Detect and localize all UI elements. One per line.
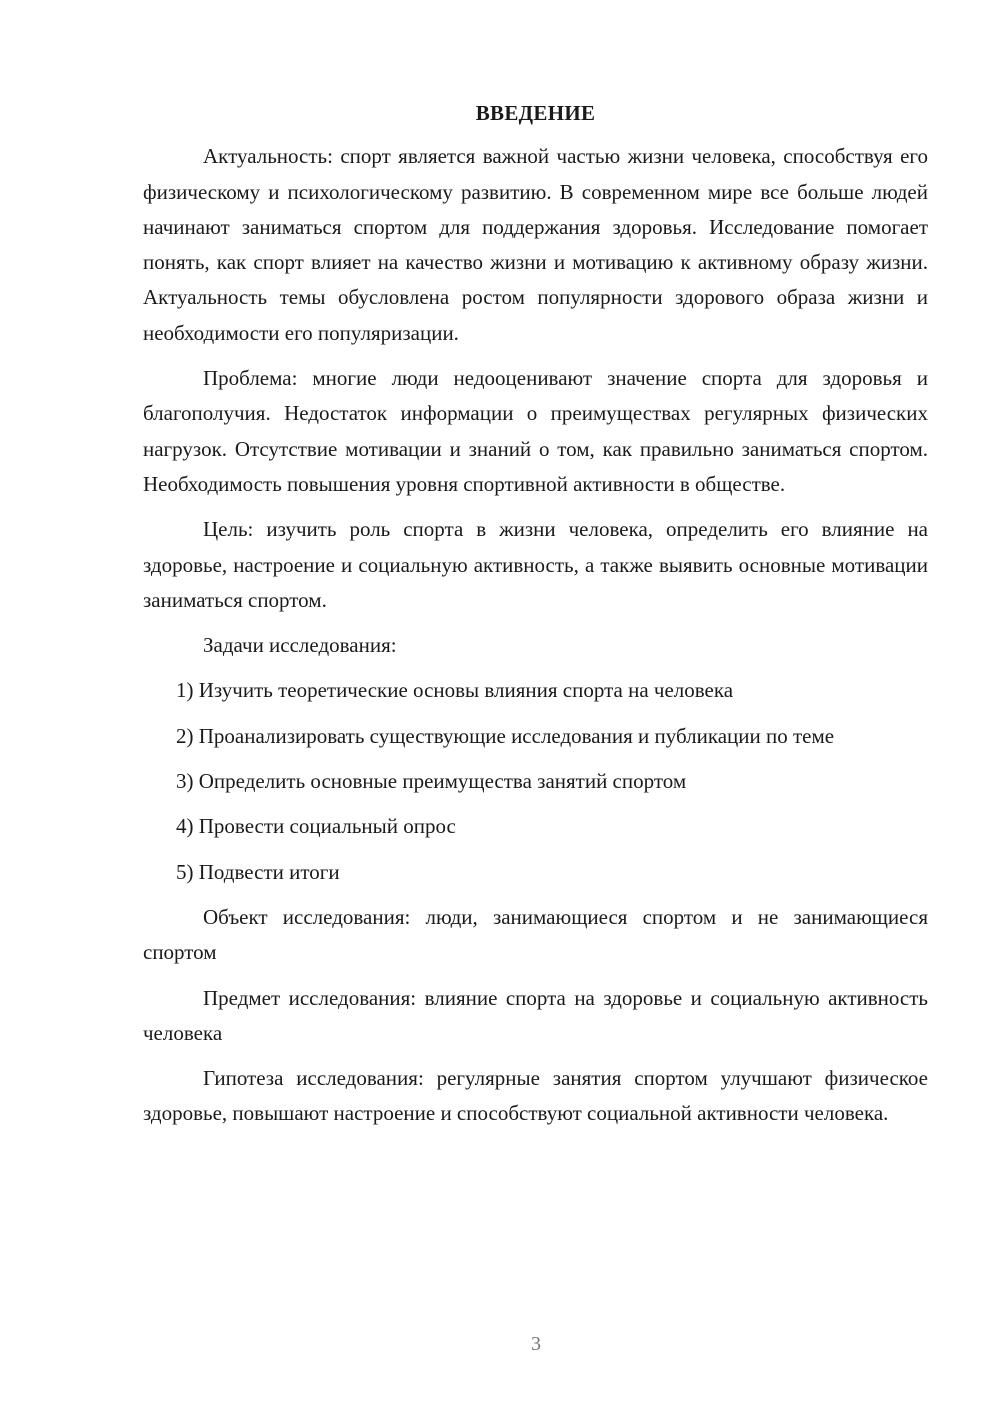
subject-paragraph: Предмет исследования: влияние спорта на здоровье и социальную активность человека — [143, 985, 928, 1045]
tasks-heading: Задачи исследования: — [203, 633, 397, 658]
goal-paragraph: Цель: изучить роль спорта в жизни человека, определить его влияние на здоровье, настроение и социальную активность, а также выявить основные мотивации заниматься спортом. — [143, 517, 928, 612]
relevance-paragraph: Актуальность: спорт является важной частью жизни человека, способствуя его физическому и психологическому развитию. В современном мире все больше людей начинают заниматься спортом для поддержания здоровья. Исследование помогает понять, как спорт влияет на качество жизни и мотивацию к активному образу жизни. Актуальность темы обусловлена ростом популярности здорового образа жизни и необходимости его популяризации. — [143, 144, 928, 345]
problem-paragraph: Проблема: многие люди недооценивают значение спорта для здоровья и благополучия. Недостаток информации о преимуществах регулярных физических нагрузок. Отсутствие мотивации и знаний о том, как правильно заниматься спортом. Необходимость повышения уровня спортивной активности в обществе. — [143, 366, 928, 496]
hypothesis-paragraph: Гипотеза исследования: регулярные занятия спортом улучшают физическое здоровье, повышают настроение и способствуют социальной активности человека. — [143, 1066, 928, 1126]
page-number: 3 — [531, 1333, 541, 1355]
document-body — [143, 96, 928, 1142]
task-item-2: 2) Проанализировать существующие исследования и публикации по теме — [176, 723, 835, 748]
task-item-1: 1) Изучить теоретические основы влияния спорта на человека — [176, 678, 734, 703]
object-paragraph: Объект исследования: люди, занимающиеся спортом и не занимающиеся спортом — [143, 904, 928, 965]
task-item-4: 4) Провести социальный опрос — [176, 814, 456, 839]
section-title: ВВЕДЕНИЕ — [475, 101, 596, 125]
task-item-3: 3) Определить основные преимущества занятий спортом — [176, 769, 687, 794]
task-item-5: 5) Подвести итоги — [176, 859, 340, 884]
